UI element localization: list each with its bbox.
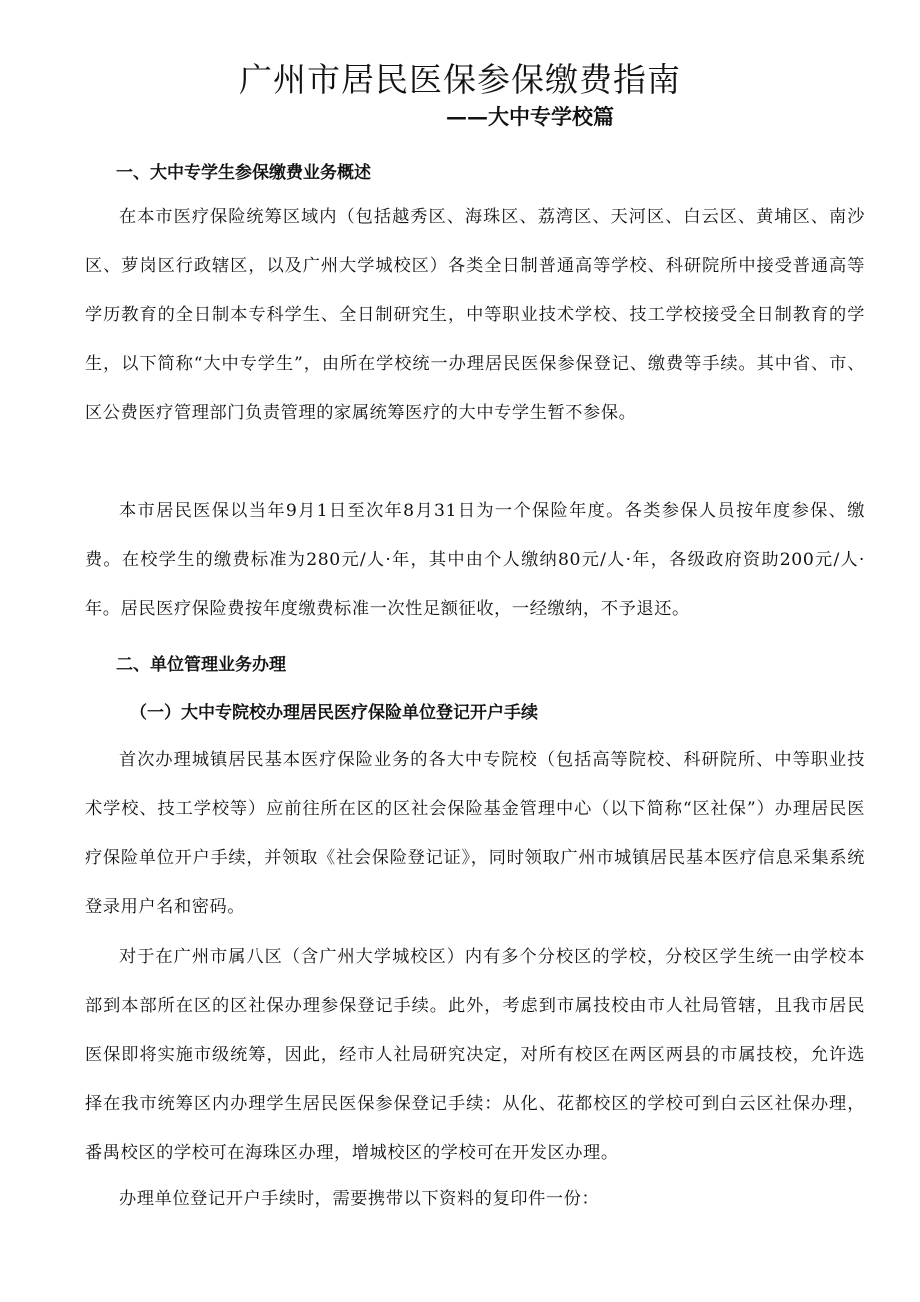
- section2-paragraph-1: 首次办理城镇居民基本医疗保险业务的各大中专院校（包括高等院校、科研院所、中等职业技术学校、技工学校等）应前往所在区的区社会保险基金管理中心（以下简称“区社保”）办理居民医疗保险单位开户手续，并领取《社会保险登记证》，同时领取广州市城镇居民基本医疗信息采集系统登录用户名和密码。: [85, 750, 865, 917]
- section2-paragraph-3: 办理单位登记开户手续时，需要携带以下资料的复印件一份：: [119, 1189, 600, 1209]
- section1-paragraph-1: 在本市医疗保险统筹区域内（包括越秀区、海珠区、荔湾区、天河区、白云区、黄埔区、南沙区、萝岗区行政辖区，以及广州大学城校区）各类全日制普通高等学校、科研院所中接受普通高等学历教育的全日制本专科学生、全日制研究生，中等职业技术学校、技工学校接受全日制教育的学生，以下简称“大中专学生”，由所在学校统一办理居民医保参保登记、缴费等手续。其中省、市、区公费医疗管理部门负责管理的家属统筹医疗的大中专学生暂不参保。: [85, 207, 865, 423]
- document-title: 广州市居民医保参保缴费指南: [239, 60, 681, 99]
- section1-heading: 一、大中专学生参保缴费业务概述: [116, 163, 371, 183]
- section2-paragraph-2: 对于在广州市属八区（含广州大学城校区）内有多个分校区的学校，分校区学生统一由学校本部到本部所在区的区社保办理参保登记手续。此外，考虑到市属技校由市人社局管辖，且我市居民医保即将实施市级统筹，因此，经市人社局研究决定，对所有校区在两区两县的市属技校，允许选择在我市统筹区内办理学生居民医保参保登记手续：从化、花都校区的学校可到白云区社保办理，番禺校区的学校可在海珠区办理，增城校区的学校可在开发区办理。: [85, 947, 865, 1163]
- section2-subheading-1: （一）大中专院校办理居民医疗保险单位登记开户手续: [130, 703, 538, 723]
- document-subtitle: ——大中专学校篇: [446, 104, 614, 129]
- section2-heading: 二、单位管理业务办理: [116, 655, 286, 675]
- section1-paragraph-2: 本市居民医保以当年9月1日至次年8月31日为一个保险年度。各类参保人员按年度参保、缴费。在校学生的缴费标准为280元/人·年，其中由个人缴纳80元/人·年，各级政府资助200元/人·年。居民医疗保险费按年度缴费标准一次性足额征收，一经缴纳，不予退还。: [85, 501, 865, 619]
